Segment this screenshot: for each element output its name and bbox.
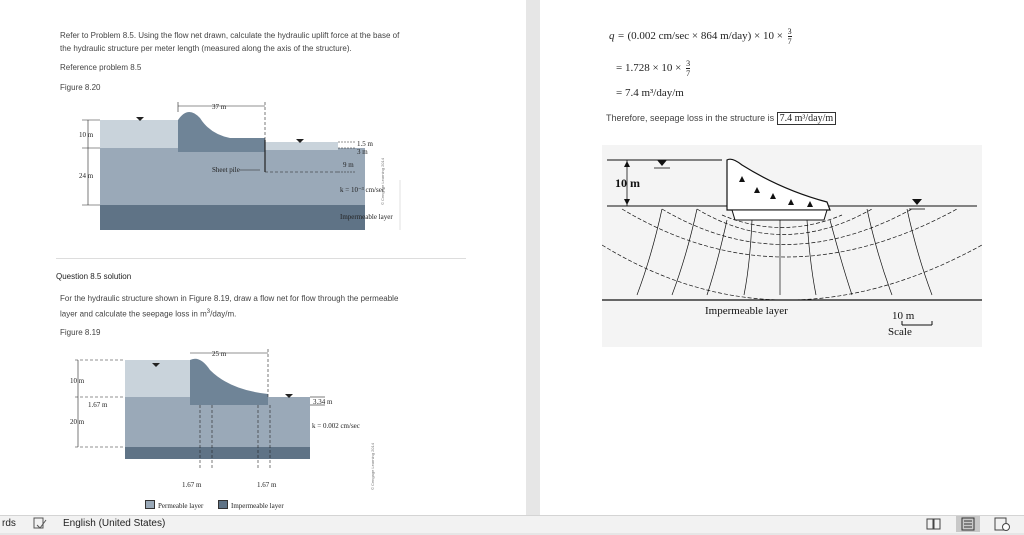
- legend-permeable-swatch: [145, 500, 155, 509]
- document-page-left: [0, 0, 526, 515]
- equation-2: = 1.728 × 10 × $\frac{3}{7}$: [616, 59, 691, 78]
- fig820-dim-r3: 9 m: [343, 161, 354, 169]
- solution-heading: Question 8.5 solution: [56, 272, 132, 281]
- legend-impermeable: Impermeable layer: [218, 500, 284, 510]
- fig819-dim-top: 25 m: [212, 350, 227, 358]
- fig819-k-value: k = 0.002 cm/sec: [312, 422, 360, 430]
- flownet-scale-value: 10 m: [892, 310, 915, 322]
- fig820-dim-top: 37 m: [212, 103, 227, 111]
- fig820-dim-left-upper: 10 m: [79, 131, 94, 139]
- document-page-right: [540, 0, 1024, 515]
- fig819-dim-left-upper: 10 m: [70, 377, 85, 385]
- fig819-copyright: © Cengage Learning 2014: [370, 443, 375, 490]
- problem-text-line1: Refer to Problem 8.5. Using the flow net drawn, calculate the hydraulic uplift force at the base of: [60, 31, 400, 40]
- flownet-impermeable-label: Impermeable layer: [705, 305, 788, 317]
- legend-permeable: Permeable layer: [145, 500, 203, 510]
- seepage-value-box: 7.4 m³/day/m: [777, 112, 837, 125]
- equation-1: q = (0.002 cm/sec × 864 m/day) × 10 × $\frac{3}{7}$: [609, 27, 792, 46]
- problem-text-line2: the hydraulic structure per meter length (measured along the axis of the structure).: [60, 44, 352, 53]
- legend-impermeable-swatch: [218, 500, 228, 509]
- reference-text: Reference problem 8.5: [60, 63, 142, 72]
- fig819-dim-right: 3.34 m: [313, 398, 333, 406]
- word-count-fragment[interactable]: rds: [2, 518, 16, 529]
- fig820-sheet-pile: Sheet pile: [212, 166, 240, 174]
- figure-caption-8-20: Figure 8.20: [60, 83, 101, 92]
- fig820-dim-left-lower: 24 m: [79, 172, 94, 180]
- flownet-head-label: 10 m: [615, 176, 640, 190]
- fig819-dim-left-lower: 20 m: [70, 418, 85, 426]
- print-layout-button[interactable]: [956, 516, 980, 532]
- equation-3: = 7.4 m³/day/m: [616, 87, 684, 99]
- solution-text-line2: layer and calculate the seepage loss in $m^3/day/m$.: [60, 309, 237, 319]
- fig820-copyright: © Cengage Learning 2014: [380, 158, 385, 205]
- status-bar: [0, 515, 1024, 533]
- figure-8-19: [60, 345, 360, 495]
- fig820-dim-r2: 3 m: [357, 148, 368, 156]
- fig819-dim-bottom-1: 1.67 m: [182, 481, 202, 489]
- fig819-dim-bottom-2: 1.67 m: [257, 481, 277, 489]
- fig819-dim-left-mid: 1.67 m: [88, 401, 108, 409]
- fig820-k-value: k = 10⁻³ cm/sec: [340, 186, 385, 194]
- section-divider: [56, 258, 466, 259]
- solution-text-line1: For the hydraulic structure shown in Figure 8.19, draw a flow net for flow through the permeable: [60, 294, 399, 303]
- language-indicator[interactable]: English (United States): [63, 518, 166, 529]
- read-mode-button[interactable]: [922, 516, 946, 532]
- fig820-dim-r1: 1.5 m: [357, 140, 373, 148]
- figure-caption-8-19: Figure 8.19: [60, 328, 101, 337]
- flow-net-diagram: [602, 145, 982, 347]
- proofing-icon[interactable]: [33, 517, 47, 533]
- seepage-conclusion: Therefore, seepage loss in the structure is 7.4 m³/day/m: [606, 113, 836, 125]
- web-layout-button[interactable]: [990, 516, 1014, 532]
- fig820-impermeable: Impermeable layer: [340, 213, 393, 221]
- flownet-scale-label: Scale: [888, 326, 912, 338]
